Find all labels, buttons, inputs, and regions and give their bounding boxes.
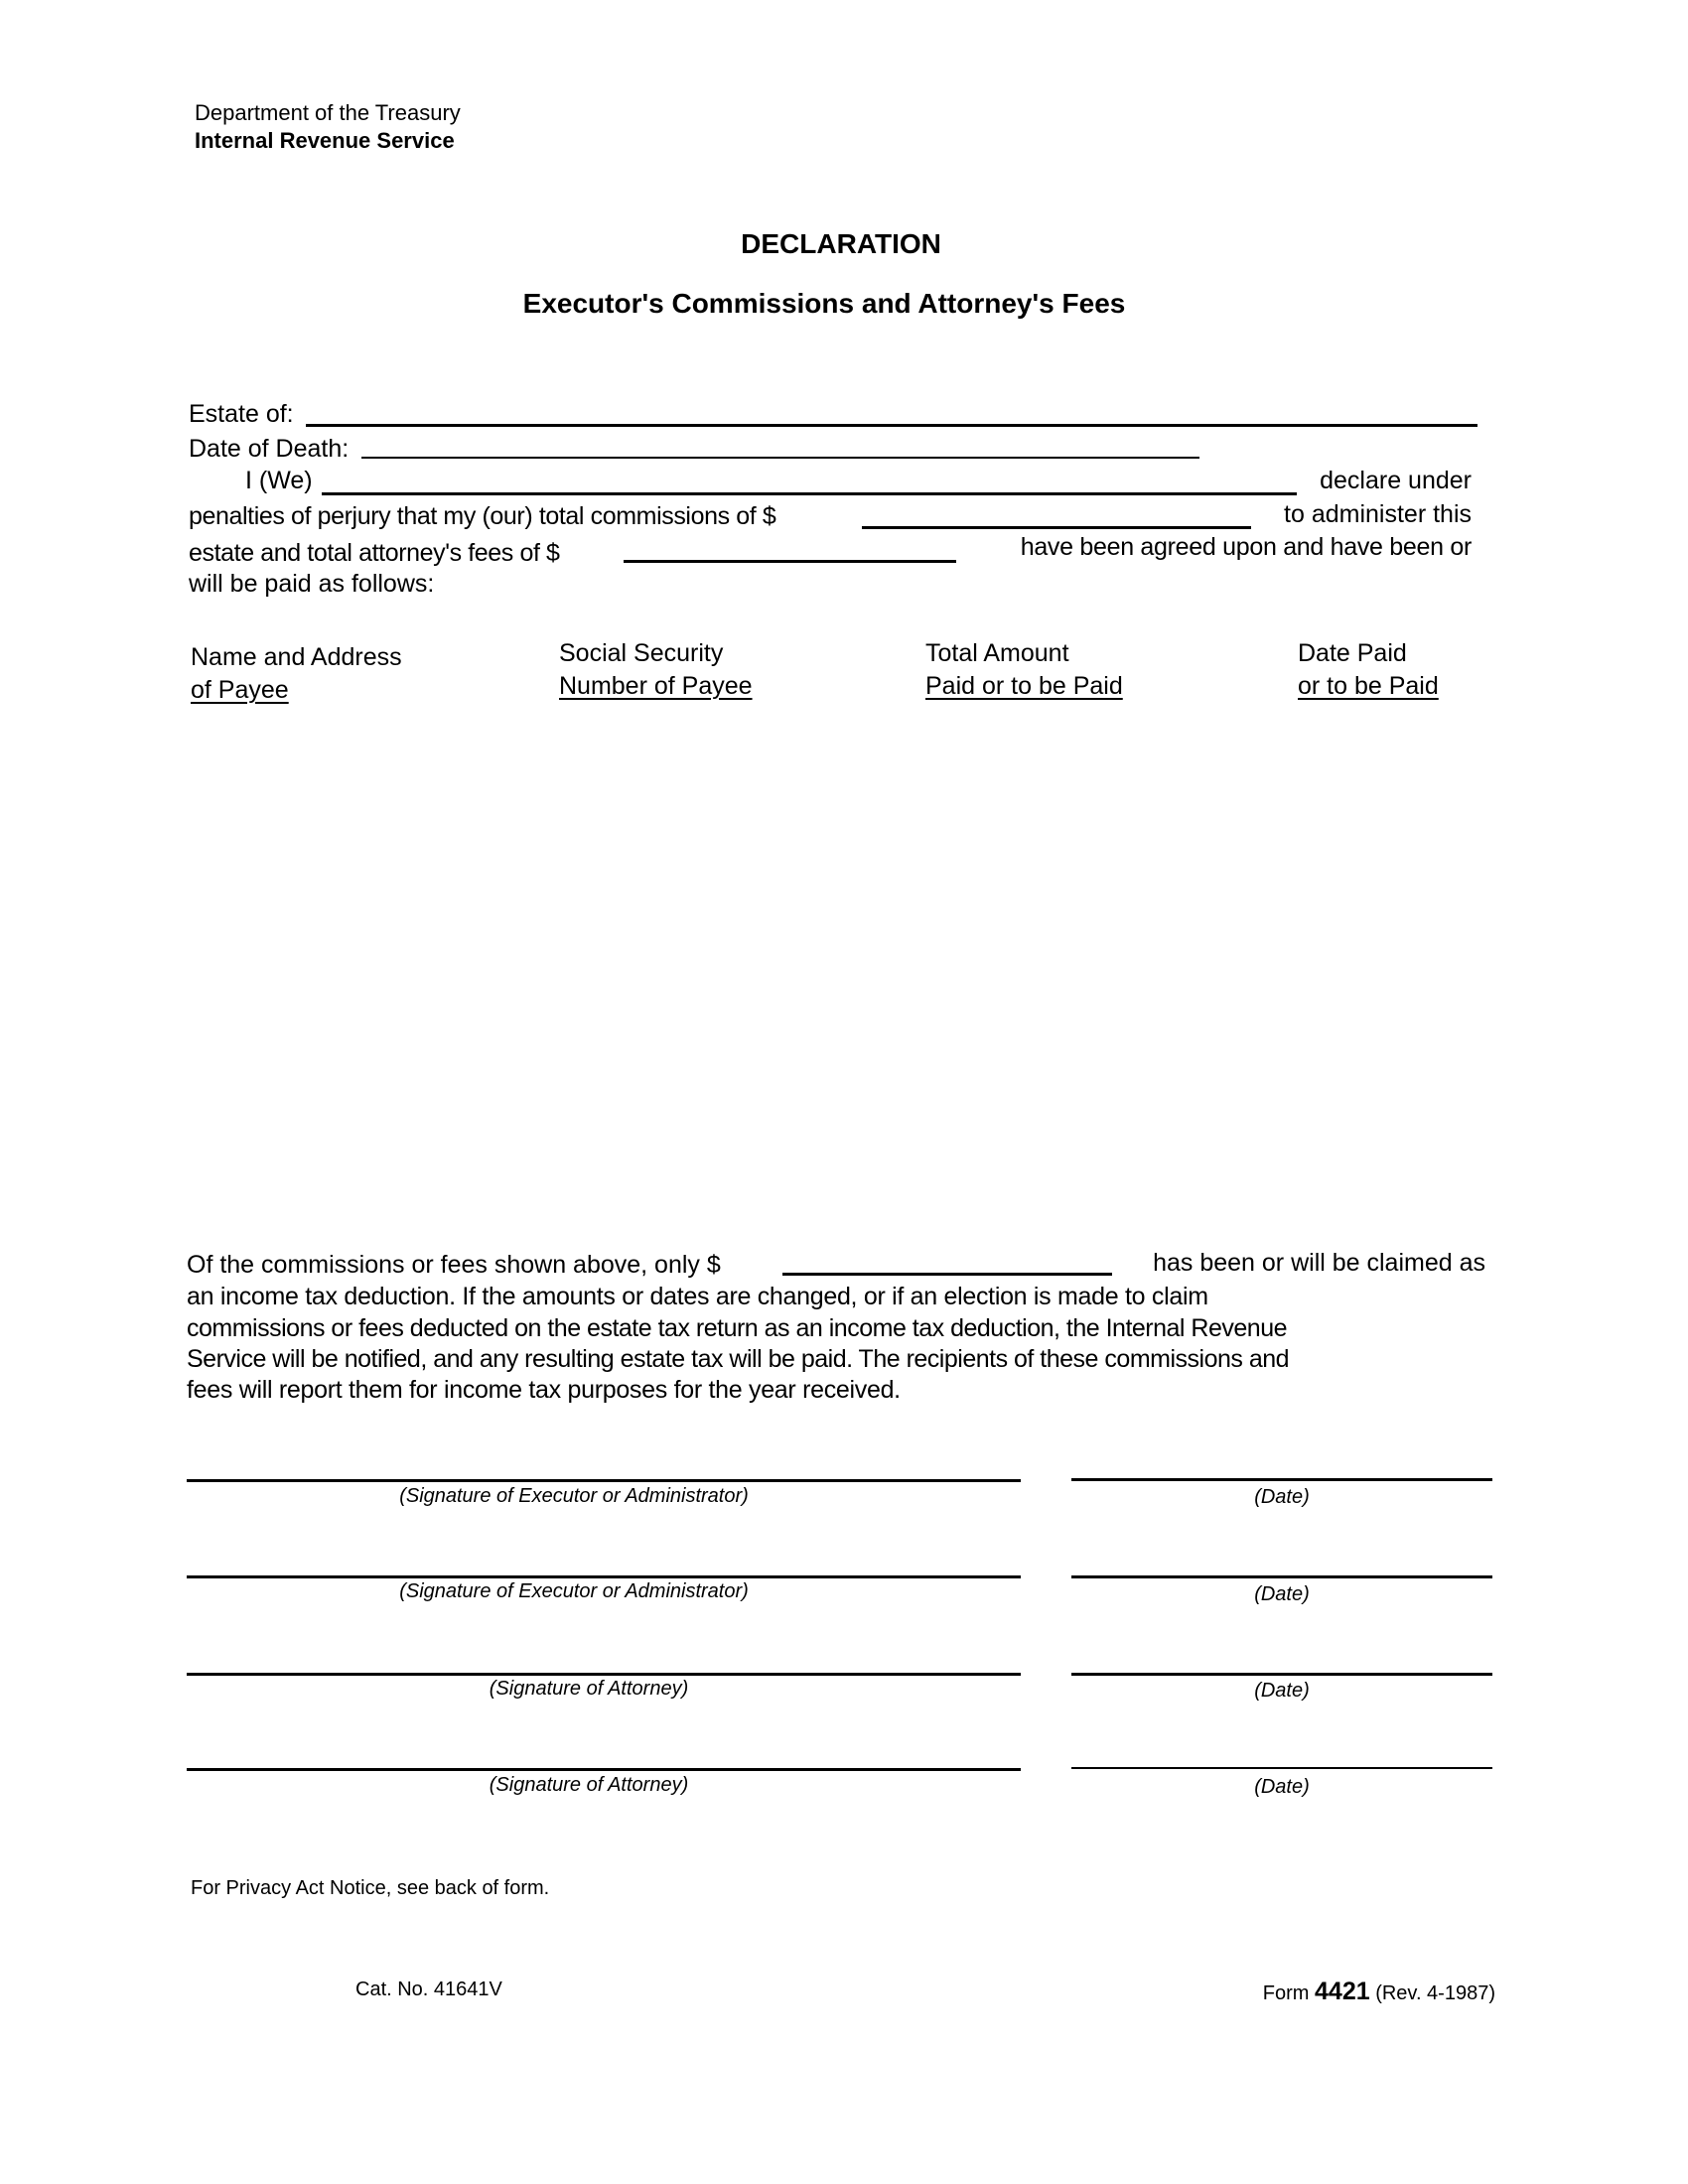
date-label: (Date) bbox=[1254, 1680, 1310, 1702]
deduction-line: an income tax deduction. If the amounts or dates are changed, or if an election is made to claim bbox=[187, 1283, 1208, 1310]
deduction-line: commissions or fees deducted on the estate tax return as an income tax deduction, the Internal Revenue bbox=[187, 1314, 1288, 1342]
deduction-tail: has been or will be claimed as bbox=[1153, 1249, 1485, 1277]
page-title: DECLARATION bbox=[741, 228, 941, 259]
date-line-2[interactable] bbox=[1071, 1575, 1492, 1578]
date-of-death-field[interactable] bbox=[361, 457, 1199, 459]
declare-under-text: declare under bbox=[1320, 467, 1472, 494]
column-header-line: Name and Address bbox=[191, 643, 402, 671]
deduction-amount-field[interactable] bbox=[782, 1273, 1112, 1276]
estate-fees-text: estate and total attorney's fees of $ bbox=[189, 539, 560, 567]
signature-label: (Signature of Executor or Administrator) bbox=[399, 1485, 749, 1507]
date-of-death-label: Date of Death: bbox=[189, 435, 350, 463]
attorney-fees-field[interactable] bbox=[624, 560, 956, 563]
penalties-text: penalties of perjury that my (our) total commissions of $ bbox=[189, 502, 776, 530]
privacy-notice: For Privacy Act Notice, see back of form. bbox=[191, 1877, 550, 1899]
signature-label: (Signature of Attorney) bbox=[489, 1678, 689, 1700]
column-header-line: Number of Payee bbox=[559, 672, 753, 700]
paid-follows-text: will be paid as follows: bbox=[189, 570, 435, 598]
signature-line-attorney-1[interactable] bbox=[187, 1673, 1021, 1676]
column-header-name-address bbox=[191, 641, 421, 707]
form-number: 4421 bbox=[1315, 1978, 1370, 2005]
page-subtitle: Executor's Commissions and Attorney's Fees bbox=[522, 288, 1126, 319]
form-label: Form bbox=[1262, 1982, 1310, 2004]
estate-of-label: Estate of: bbox=[189, 400, 294, 428]
header-department: Department of the Treasury bbox=[195, 100, 461, 125]
column-header-line: Paid or to be Paid bbox=[925, 672, 1123, 700]
date-label: (Date) bbox=[1254, 1486, 1310, 1508]
deduction-line: fees will report them for income tax purposes for the year received. bbox=[187, 1376, 901, 1404]
administer-text: to administer this bbox=[1284, 500, 1472, 528]
declarant-field[interactable] bbox=[322, 492, 1297, 495]
column-header-ssn bbox=[559, 637, 753, 703]
form-id bbox=[1263, 1979, 1495, 2004]
deduction-line: Service will be notified, and any resulting estate tax will be paid. The recipients of these commissions and bbox=[187, 1345, 1290, 1373]
column-header-line: of Payee bbox=[191, 676, 289, 704]
deduction-lead: Of the commissions or fees shown above, only $ bbox=[187, 1251, 721, 1279]
column-header-date-paid bbox=[1298, 637, 1439, 703]
column-header-line: Total Amount bbox=[925, 639, 1069, 667]
signature-line-attorney-2[interactable] bbox=[187, 1768, 1021, 1771]
signature-label: (Signature of Executor or Administrator) bbox=[399, 1580, 749, 1602]
column-header-line: Date Paid bbox=[1298, 639, 1407, 667]
date-line-3[interactable] bbox=[1071, 1673, 1492, 1676]
commissions-field[interactable] bbox=[862, 526, 1251, 529]
catalog-number: Cat. No. 41641V bbox=[355, 1979, 502, 2000]
date-line-1[interactable] bbox=[1071, 1478, 1492, 1481]
column-header-line: or to be Paid bbox=[1298, 672, 1439, 700]
form-revision: (Rev. 4-1987) bbox=[1375, 1982, 1495, 2004]
signature-label: (Signature of Attorney) bbox=[489, 1774, 689, 1796]
signature-line-executor-2[interactable] bbox=[187, 1575, 1021, 1578]
signature-line-executor-1[interactable] bbox=[187, 1479, 1021, 1482]
column-header-total-amount bbox=[925, 637, 1123, 703]
date-label: (Date) bbox=[1254, 1776, 1310, 1798]
column-header-line: Social Security bbox=[559, 639, 724, 667]
declarant-label: I (We) bbox=[245, 467, 313, 494]
header-agency: Internal Revenue Service bbox=[195, 128, 455, 153]
date-label: (Date) bbox=[1254, 1583, 1310, 1605]
estate-of-field[interactable] bbox=[306, 424, 1477, 427]
date-line-4[interactable] bbox=[1071, 1767, 1492, 1769]
agreed-text: have been agreed upon and have been or bbox=[1020, 533, 1472, 561]
